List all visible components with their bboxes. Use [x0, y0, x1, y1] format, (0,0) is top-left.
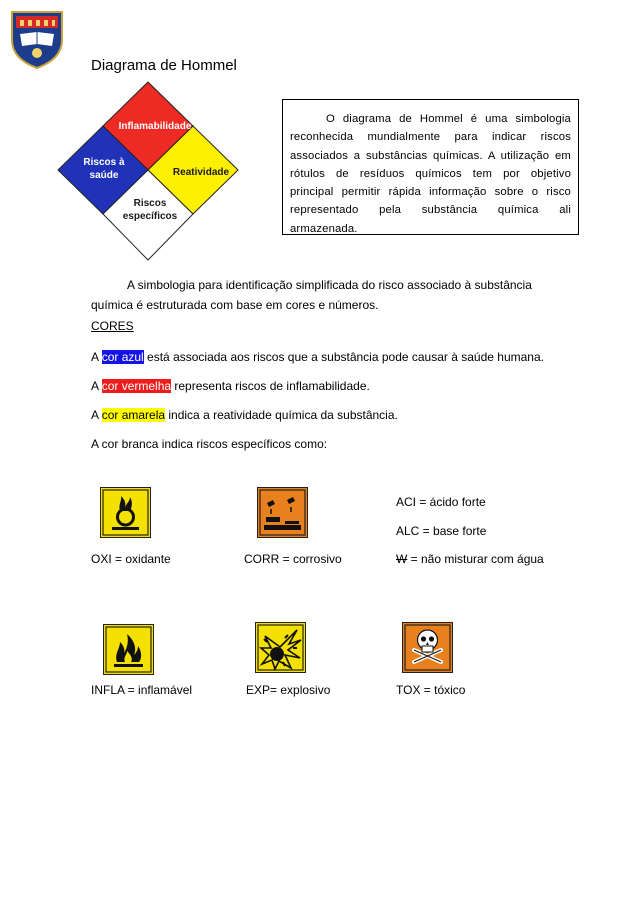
tox-label: TOX = tóxico: [396, 683, 466, 697]
blue-rest: está associada aos riscos que a substância pode causar à saúde humana.: [143, 350, 544, 364]
yellow-rest: indica a reatividade química da substância.: [165, 408, 398, 422]
red-prefix: A: [91, 379, 102, 393]
yellow-highlight: cor amarela: [101, 408, 166, 422]
diamond-label-top: Inflamabilidade: [118, 121, 192, 132]
alc-label: ALC = base forte: [396, 524, 487, 538]
diamond-label-left-2: saúde: [89, 170, 119, 181]
blue-prefix: A: [91, 350, 102, 364]
yellow-color-line: [91, 408, 398, 422]
red-rest: representa riscos de inflamabilidade.: [171, 379, 370, 393]
explosive-icon: [255, 622, 306, 673]
aci-label: ACI = ácido forte: [396, 495, 486, 509]
blue-color-line: [91, 350, 544, 364]
oxi-label: OXI = oxidante: [91, 552, 171, 566]
info-box-text: O diagrama de Hommel é uma simbologia reconhecida mundialmente para indicar riscos associados a substâncias químicas. A utilização em rótulos de resíduos químicos tem por objetivo principal permitir rápida informação sobre o risco representado pela substância química ali armazenada.: [290, 113, 571, 235]
red-color-line: [91, 379, 370, 393]
blue-highlight: cor azul: [101, 350, 144, 364]
document-title: Diagrama de Hommel: [91, 57, 237, 74]
corrosive-icon: [257, 487, 308, 538]
white-color-line: A cor branca indica riscos específicos como:: [91, 437, 328, 451]
diamond-label-bottom-1: Riscos: [133, 198, 167, 209]
water-label-text: = não misturar com água: [407, 552, 544, 566]
university-crest-icon: [8, 8, 66, 70]
hommel-diamond: [50, 80, 246, 263]
intro-paragraph: [91, 275, 546, 315]
intro-line-2: química é estruturada com base em cores e números.: [91, 298, 379, 312]
diamond-label-bottom-2: específicos: [122, 211, 178, 222]
water-label: [396, 552, 544, 566]
diamond-label-right: Reatividade: [172, 167, 230, 178]
red-highlight: cor vermelha: [101, 379, 172, 393]
info-box: [282, 99, 579, 235]
intro-line-1: A simbologia para identificação simplificada do risco associado à substância: [127, 278, 532, 292]
water-symbol: W: [396, 552, 408, 566]
cores-heading: CORES: [91, 319, 134, 333]
oxidizer-icon: [100, 487, 151, 538]
yellow-prefix: A: [91, 408, 102, 422]
toxic-skull-icon: [402, 622, 453, 673]
infla-label: INFLA = inflamável: [91, 683, 193, 697]
diamond-label-left-1: Riscos à: [83, 157, 125, 168]
exp-label: EXP= explosivo: [246, 683, 331, 697]
flammable-icon: [103, 624, 154, 675]
corr-label: CORR = corrosivo: [244, 552, 342, 566]
